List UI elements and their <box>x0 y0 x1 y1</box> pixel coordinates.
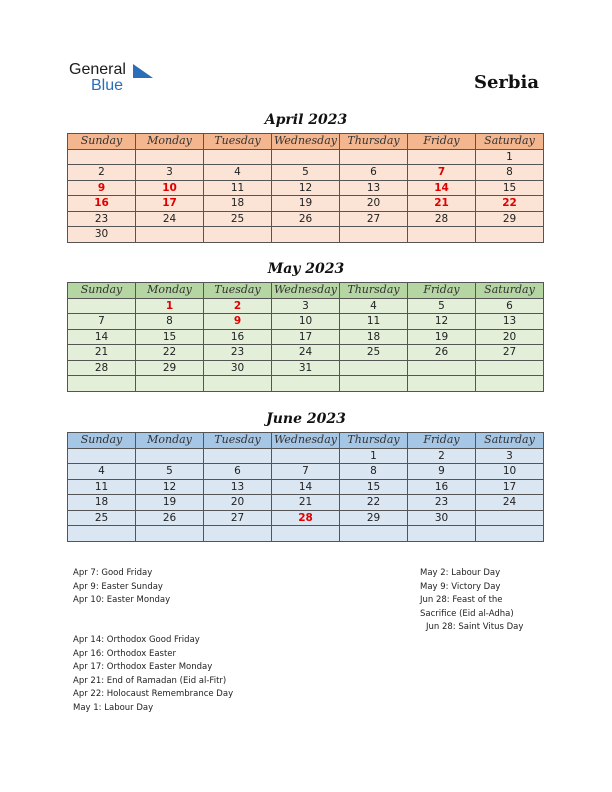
week-row <box>68 149 544 165</box>
empty-day-cell <box>408 149 476 165</box>
week-row <box>68 464 544 480</box>
empty-day-cell <box>272 376 340 392</box>
day-cell: 11 <box>340 314 408 330</box>
day-cell: 5 <box>136 464 204 480</box>
empty-day-cell <box>68 376 136 392</box>
week-row <box>68 510 544 526</box>
day-cell: 21 <box>408 196 476 212</box>
day-cell: 23 <box>68 211 136 227</box>
logo-triangle-icon <box>133 64 153 78</box>
day-cell: 19 <box>272 196 340 212</box>
day-cell: 30 <box>408 510 476 526</box>
day-cell: 21 <box>272 495 340 511</box>
day-cell: 3 <box>476 448 544 464</box>
weekday-header-row <box>68 134 544 150</box>
weekday-header-row <box>68 433 544 449</box>
empty-day-cell <box>340 376 408 392</box>
empty-day-cell <box>340 360 408 376</box>
day-cell: 7 <box>68 314 136 330</box>
day-cell: 14 <box>68 329 136 345</box>
day-cell: 3 <box>136 165 204 181</box>
day-cell: 20 <box>340 196 408 212</box>
empty-day-cell <box>408 376 476 392</box>
empty-day-cell <box>408 227 476 243</box>
weekday-header-row <box>68 283 544 299</box>
empty-day-cell <box>340 526 408 542</box>
weekday-header: Saturday <box>476 283 544 299</box>
holiday-notes-right <box>420 567 523 635</box>
empty-day-cell <box>68 149 136 165</box>
month-title-may: May 2023 <box>267 261 345 277</box>
day-cell: 29 <box>476 211 544 227</box>
day-cell: 31 <box>272 360 340 376</box>
weekday-header: Tuesday <box>204 134 272 150</box>
weekday-header: Tuesday <box>204 433 272 449</box>
day-cell: 24 <box>272 345 340 361</box>
empty-day-cell <box>204 526 272 542</box>
day-cell: 4 <box>68 464 136 480</box>
day-cell: 1 <box>476 149 544 165</box>
day-cell: 29 <box>136 360 204 376</box>
week-row <box>68 298 544 314</box>
holiday-note: Apr 17: Orthodox Easter Monday <box>73 662 213 673</box>
empty-day-cell <box>272 149 340 165</box>
empty-day-cell <box>204 227 272 243</box>
week-row <box>68 165 544 181</box>
week-row <box>68 345 544 361</box>
holiday-note: Apr 9: Easter Sunday <box>73 581 163 592</box>
calendar-june <box>67 432 544 542</box>
week-row <box>68 495 544 511</box>
day-cell: 27 <box>204 510 272 526</box>
day-cell: 30 <box>68 227 136 243</box>
weekday-header: Tuesday <box>204 283 272 299</box>
day-cell: 23 <box>408 495 476 511</box>
holiday-note: Apr 14: Orthodox Good Friday <box>73 635 200 645</box>
day-cell: 8 <box>340 464 408 480</box>
day-cell: 19 <box>136 495 204 511</box>
day-cell: 26 <box>136 510 204 526</box>
day-cell: 18 <box>204 196 272 212</box>
day-cell: 30 <box>204 360 272 376</box>
month-title-june: June 2023 <box>266 411 346 427</box>
day-cell: 1 <box>340 448 408 464</box>
day-cell: 25 <box>68 510 136 526</box>
week-row <box>68 479 544 495</box>
holiday-note: Jun 28: Feast of the <box>420 595 503 606</box>
day-cell: 9 <box>68 180 136 196</box>
empty-day-cell <box>476 227 544 243</box>
day-cell: 22 <box>340 495 408 511</box>
day-cell: 10 <box>136 180 204 196</box>
day-cell: 12 <box>272 180 340 196</box>
empty-day-cell <box>476 376 544 392</box>
day-cell: 17 <box>136 196 204 212</box>
day-cell: 8 <box>136 314 204 330</box>
holiday-note: May 2: Labour Day <box>420 568 501 578</box>
empty-day-cell <box>136 448 204 464</box>
day-cell: 21 <box>68 345 136 361</box>
day-cell: 2 <box>204 298 272 314</box>
empty-day-cell <box>68 298 136 314</box>
day-cell: 17 <box>272 329 340 345</box>
day-cell: 13 <box>476 314 544 330</box>
holiday-note: Apr 7: Good Friday <box>73 568 153 578</box>
day-cell: 14 <box>408 180 476 196</box>
empty-day-cell <box>204 149 272 165</box>
day-cell: 16 <box>204 329 272 345</box>
weekday-header: Sunday <box>68 134 136 150</box>
day-cell: 13 <box>204 479 272 495</box>
empty-day-cell <box>204 376 272 392</box>
weekday-header: Wednesday <box>272 134 340 150</box>
day-cell: 10 <box>272 314 340 330</box>
weekday-header: Friday <box>408 134 476 150</box>
day-cell: 27 <box>476 345 544 361</box>
day-cell: 26 <box>408 345 476 361</box>
holiday-note: Apr 21: End of Ramadan (Eid al-Fitr) <box>73 675 227 686</box>
calendar-may <box>67 282 544 392</box>
day-cell: 12 <box>136 479 204 495</box>
day-cell: 4 <box>204 165 272 181</box>
weekday-header: Monday <box>136 283 204 299</box>
empty-day-cell <box>272 227 340 243</box>
calendar-april <box>67 133 544 243</box>
day-cell: 28 <box>408 211 476 227</box>
day-cell: 26 <box>272 211 340 227</box>
empty-day-cell <box>476 526 544 542</box>
day-cell: 14 <box>272 479 340 495</box>
day-cell: 22 <box>476 196 544 212</box>
day-cell: 11 <box>68 479 136 495</box>
empty-day-cell <box>408 526 476 542</box>
weekday-header: Friday <box>408 433 476 449</box>
day-cell: 15 <box>136 329 204 345</box>
day-cell: 5 <box>272 165 340 181</box>
day-cell: 6 <box>340 165 408 181</box>
day-cell: 19 <box>408 329 476 345</box>
weekday-header: Sunday <box>68 283 136 299</box>
week-row <box>68 227 544 243</box>
holiday-notes-left-2 <box>73 634 233 716</box>
logo-text-blue: Blue <box>91 77 124 94</box>
day-cell: 13 <box>340 180 408 196</box>
day-cell: 4 <box>340 298 408 314</box>
day-cell: 18 <box>340 329 408 345</box>
holiday-note: Apr 16: Orthodox Easter <box>73 648 177 659</box>
day-cell: 16 <box>68 196 136 212</box>
day-cell: 15 <box>476 180 544 196</box>
day-cell: 27 <box>340 211 408 227</box>
day-cell: 6 <box>476 298 544 314</box>
empty-day-cell <box>476 510 544 526</box>
day-cell: 15 <box>340 479 408 495</box>
empty-day-cell <box>272 448 340 464</box>
day-cell: 16 <box>408 479 476 495</box>
week-row <box>68 360 544 376</box>
day-cell: 20 <box>476 329 544 345</box>
day-cell: 23 <box>204 345 272 361</box>
empty-day-cell <box>204 448 272 464</box>
month-title-april: April 2023 <box>264 112 348 128</box>
week-row <box>68 314 544 330</box>
weekday-header: Sunday <box>68 433 136 449</box>
day-cell: 9 <box>204 314 272 330</box>
empty-day-cell <box>68 448 136 464</box>
weekday-header: Thursday <box>340 283 408 299</box>
day-cell: 25 <box>340 345 408 361</box>
day-cell: 8 <box>476 165 544 181</box>
day-cell: 17 <box>476 479 544 495</box>
empty-day-cell <box>68 526 136 542</box>
holiday-notes-left-1 <box>73 567 170 608</box>
weekday-header: Wednesday <box>272 433 340 449</box>
country-title: Serbia <box>473 72 539 93</box>
day-cell: 10 <box>476 464 544 480</box>
day-cell: 12 <box>408 314 476 330</box>
day-cell: 11 <box>204 180 272 196</box>
weekday-header: Monday <box>136 134 204 150</box>
holiday-note: Sacrifice (Eid al-Adha) <box>420 608 514 619</box>
week-row <box>68 526 544 542</box>
day-cell: 3 <box>272 298 340 314</box>
weekday-header: Saturday <box>476 134 544 150</box>
day-cell: 22 <box>136 345 204 361</box>
day-cell: 20 <box>204 495 272 511</box>
day-cell: 24 <box>136 211 204 227</box>
week-row <box>68 211 544 227</box>
day-cell: 24 <box>476 495 544 511</box>
empty-day-cell <box>408 360 476 376</box>
day-cell: 28 <box>68 360 136 376</box>
holiday-note: May 9: Victory Day <box>420 581 501 592</box>
brand-logo <box>69 62 126 94</box>
week-row <box>68 329 544 345</box>
weekday-header: Thursday <box>340 134 408 150</box>
empty-day-cell <box>272 526 340 542</box>
empty-day-cell <box>136 376 204 392</box>
holiday-note: Apr 10: Easter Monday <box>73 595 171 606</box>
day-cell: 9 <box>408 464 476 480</box>
day-cell: 6 <box>204 464 272 480</box>
weekday-header: Monday <box>136 433 204 449</box>
empty-day-cell <box>136 526 204 542</box>
empty-day-cell <box>340 227 408 243</box>
week-row <box>68 448 544 464</box>
day-cell: 18 <box>68 495 136 511</box>
weekday-header: Saturday <box>476 433 544 449</box>
day-cell: 1 <box>136 298 204 314</box>
holiday-note: Apr 22: Holocaust Remembrance Day <box>73 689 234 700</box>
day-cell: 28 <box>272 510 340 526</box>
empty-day-cell <box>476 360 544 376</box>
day-cell: 29 <box>340 510 408 526</box>
weekday-header: Wednesday <box>272 283 340 299</box>
week-row <box>68 196 544 212</box>
weekday-header: Friday <box>408 283 476 299</box>
empty-day-cell <box>340 149 408 165</box>
holiday-note: May 1: Labour Day <box>73 702 154 713</box>
empty-day-cell <box>136 227 204 243</box>
holiday-note: Jun 28: Saint Vitus Day <box>426 622 524 633</box>
week-row <box>68 180 544 196</box>
day-cell: 2 <box>68 165 136 181</box>
empty-day-cell <box>136 149 204 165</box>
day-cell: 7 <box>408 165 476 181</box>
week-row <box>68 376 544 392</box>
day-cell: 5 <box>408 298 476 314</box>
logo-text-general: General <box>69 61 126 78</box>
day-cell: 25 <box>204 211 272 227</box>
day-cell: 2 <box>408 448 476 464</box>
day-cell: 7 <box>272 464 340 480</box>
weekday-header: Thursday <box>340 433 408 449</box>
